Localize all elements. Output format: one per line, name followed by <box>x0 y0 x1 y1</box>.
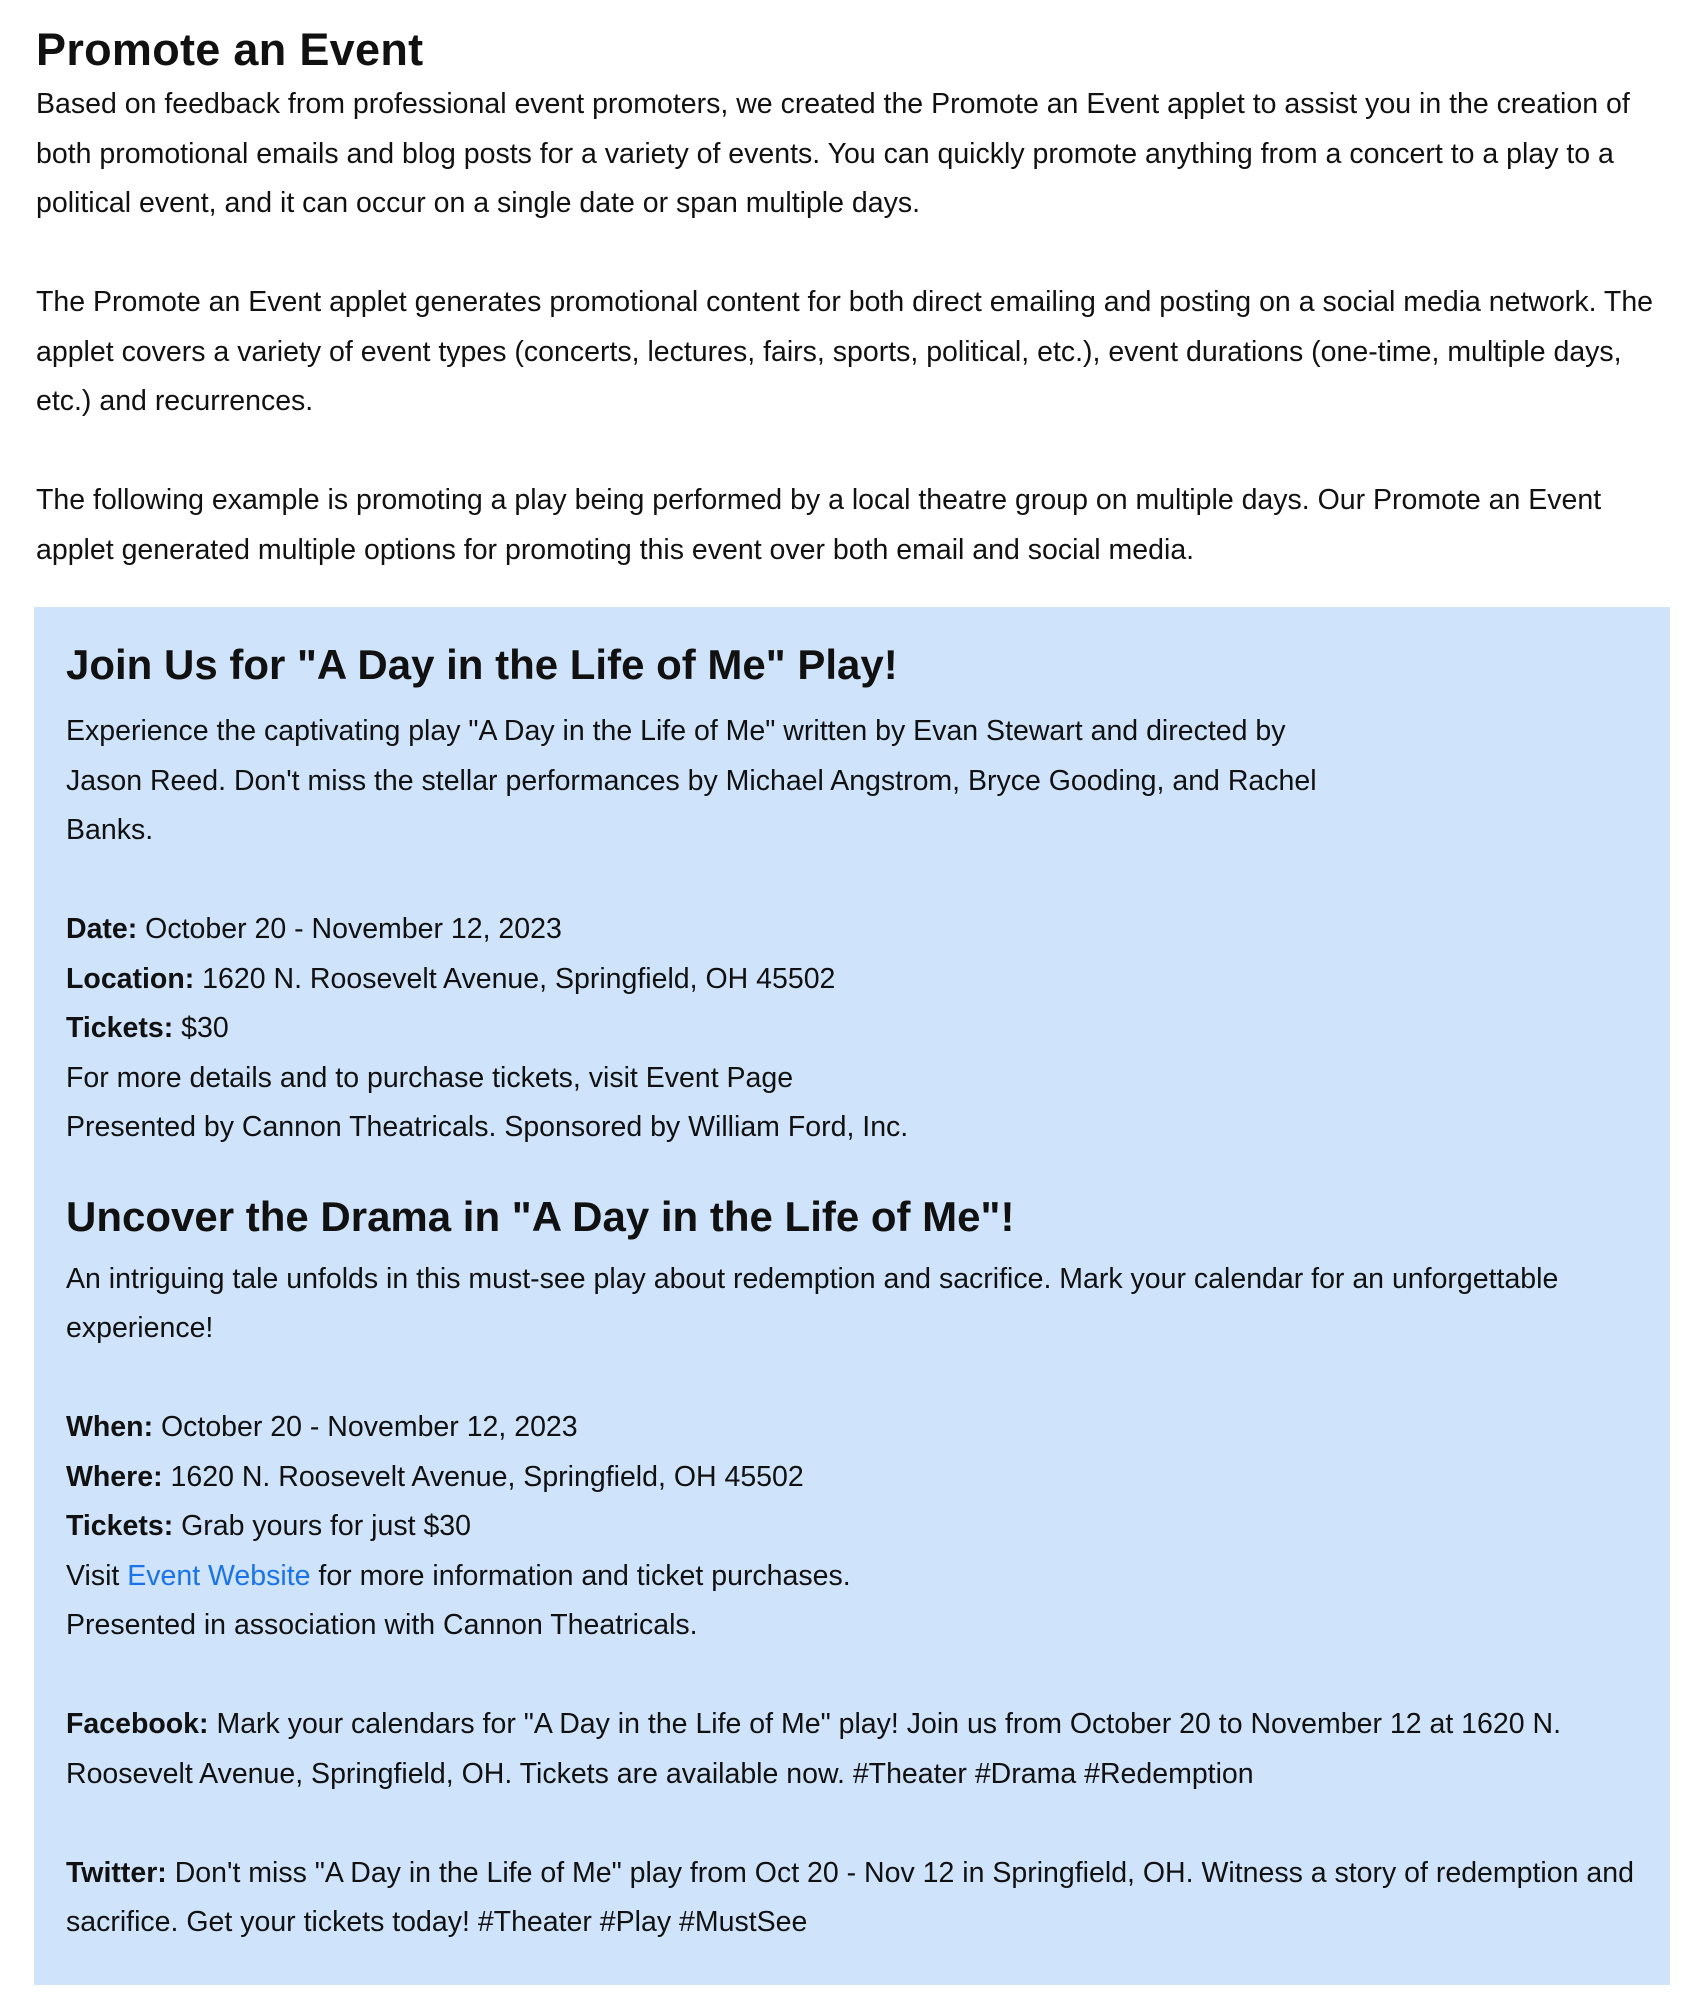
promo2-description: An intriguing tale unfolds in this must-see play about redemption and sacrifice. Mark your calendar for an unforgettable experience! <box>66 1262 1559 1344</box>
promo2-tickets-line <box>66 1502 1646 1552</box>
promo2-when-line <box>66 1403 1646 1453</box>
promo1-date-line <box>66 905 1646 955</box>
intro-paragraph-2: The Promote an Event applet generates promotional content for both direct emailing and posting on a social media network. The applet covers a variety of event types (concerts, lectures, fairs, sports, political, etc.), event durations (one-time, multiple days, etc.) and recurrences. <box>36 286 1654 417</box>
promo2-visit-prefix: Visit <box>66 1559 128 1592</box>
facebook-label: Facebook: <box>66 1708 209 1740</box>
promo1-tickets-value: $30 <box>173 1012 229 1044</box>
promo2-visit-line <box>66 1552 1646 1602</box>
promo1-tickets-line <box>66 1004 1646 1054</box>
spacer <box>66 856 1646 906</box>
promo1-date-value: October 20 - November 12, 2023 <box>137 913 562 945</box>
facebook-post <box>66 1700 1646 1799</box>
promo2-heading: Uncover the Drama in "A Day in the Life of Me"! <box>66 1192 1015 1240</box>
intro-paragraph-1: Based on feedback from professional event promoters, we created the Promote an Event applet to assist you in the creation of both promotional emails and blog posts for a variety of events. You can quickly promote anything from a concert to a play to a political event, and it can occur on a single date or span multiple days. <box>36 88 1630 219</box>
twitter-post <box>66 1849 1646 1948</box>
promo2-where-line <box>66 1453 1646 1503</box>
promo1-date-label: Date: <box>66 913 138 945</box>
promo1-tickets-label: Tickets: <box>66 1012 174 1044</box>
promo1-details-line: For more details and to purchase tickets, visit Event Page <box>66 1061 794 1094</box>
spacer <box>66 1651 1646 1701</box>
intro-section <box>36 20 1676 575</box>
promo2-tickets-label: Tickets: <box>66 1510 174 1542</box>
promo2-where-label: Where: <box>66 1460 163 1493</box>
event-website-link[interactable]: Event Website <box>127 1559 311 1592</box>
twitter-label: Twitter: <box>66 1856 167 1889</box>
generated-content <box>66 637 1646 1948</box>
promo1-description: Experience the captivating play "A Day in the Life of Me" written by Evan Stewart and directed by Jason Reed. Don't miss the stellar performances by Michael Angstrom, Bryce Gooding, and Rachel Banks. <box>66 715 1317 846</box>
promo2-presented-line: Presented in association with Cannon Theatricals. <box>66 1609 698 1641</box>
promo2-visit-suffix: for more information and ticket purchases. <box>310 1559 851 1592</box>
promo2-when-label: When: <box>66 1411 154 1443</box>
promo1-location-value: 1620 N. Roosevelt Avenue, Springfield, OH 45502 <box>194 962 836 995</box>
page-title: Promote an Event <box>36 24 424 75</box>
promo2-where-value: 1620 N. Roosevelt Avenue, Springfield, OH 45502 <box>162 1460 804 1493</box>
spacer <box>66 1354 1646 1404</box>
promo2-tickets-value: Grab yours for just $30 <box>173 1510 472 1542</box>
twitter-text: Don't miss "A Day in the Life of Me" play from Oct 20 - Nov 12 in Springfield, OH. Witness a story of redemption and sacrifice. Get your tickets today! #Theater #Play #MustSee <box>66 1856 1634 1938</box>
promo1-heading: Join Us for "A Day in the Life of Me" Play! <box>66 641 898 688</box>
facebook-text: Mark your calendars for "A Day in the Life of Me" play! Join us from October 20 to November 12 at 1620 N. Roosevelt Avenue, Springfield, OH. Tickets are available now. #Theater #Drama #Redemption <box>66 1708 1561 1790</box>
promo1-presented-line: Presented by Cannon Theatricals. Sponsored by William Ford, Inc. <box>66 1111 909 1143</box>
generated-content-panel <box>34 607 1670 1985</box>
spacer <box>66 1799 1646 1849</box>
promo1-location-line <box>66 955 1646 1005</box>
promo2-when-value: October 20 - November 12, 2023 <box>153 1411 578 1443</box>
intro-paragraph-3: The following example is promoting a play being performed by a local theatre group on multiple days. Our Promote an Event applet generated multiple options for promoting this event over both email and social media. <box>36 484 1602 566</box>
promo1-location-label: Location: <box>66 962 195 995</box>
